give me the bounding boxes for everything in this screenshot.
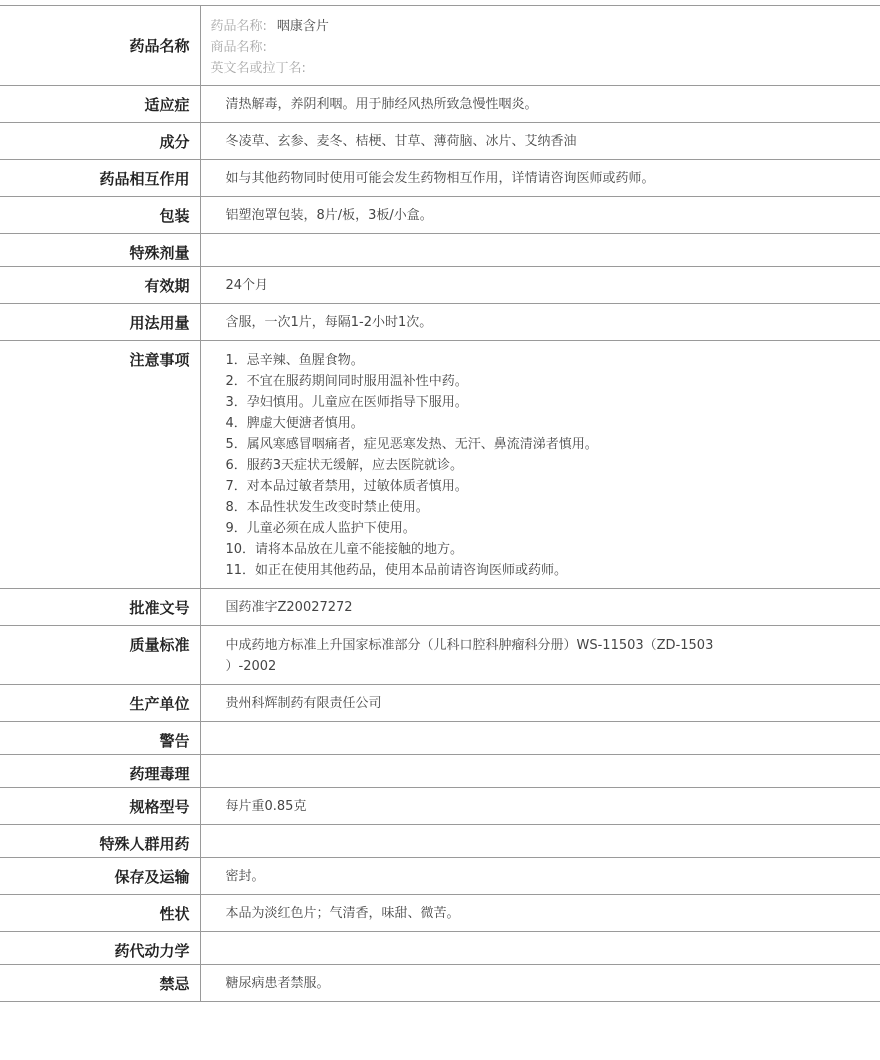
row-value-appearance: 本品为淡红色片；气清香，味甜、微苦。 — [200, 895, 880, 932]
row-label-pharmacokinetics: 药代动力学 — [0, 932, 200, 965]
list-item: 4．脾虚大便溏者慎用。 — [225, 416, 364, 431]
table-row — [0, 86, 880, 123]
row-label-approval: 批准文号 — [0, 589, 200, 626]
row-value-contraindication: 糖尿病患者禁服。 — [200, 965, 880, 1002]
row-label-ingredients: 成分 — [0, 123, 200, 160]
table-row — [0, 267, 880, 304]
table-row — [0, 197, 880, 234]
row-value-spec: 每片重0.85克 — [200, 788, 880, 825]
row-label-warning: 警告 — [0, 722, 200, 755]
table-row — [0, 895, 880, 932]
table-row — [0, 626, 880, 685]
generic-name-line — [211, 16, 871, 37]
row-value-special-groups — [200, 825, 880, 858]
table-row — [0, 589, 880, 626]
row-label-special-dose: 特殊剂量 — [0, 234, 200, 267]
list-item: 10．请将本品放在儿童不能接触的地方。 — [225, 542, 464, 557]
list-item: 9．儿童必须在成人监护下使用。 — [225, 521, 416, 536]
row-label-special-groups: 特殊人群用药 — [0, 825, 200, 858]
table-row — [0, 160, 880, 197]
list-item: 8．本品性状发生改变时禁止使用。 — [225, 500, 429, 515]
table-row — [0, 825, 880, 858]
table-row — [0, 685, 880, 722]
list-item: 3．孕妇慎用。儿童应在医师指导下服用。 — [225, 395, 468, 410]
row-label-standard: 质量标准 — [0, 626, 200, 685]
row-value-warning — [200, 722, 880, 755]
list-item: 5．属风寒感冒咽痛者，症见恶寒发热、无汗、鼻流清涕者慎用。 — [225, 437, 598, 452]
row-label-storage: 保存及运输 — [0, 858, 200, 895]
table-row — [0, 858, 880, 895]
row-label-manufacturer: 生产单位 — [0, 685, 200, 722]
table-row — [0, 341, 880, 589]
row-value-storage: 密封。 — [200, 858, 880, 895]
table-row — [0, 965, 880, 1002]
row-value-special-dose — [200, 234, 880, 267]
list-item: 2．不宜在服药期间同时服用温补性中药。 — [225, 374, 468, 389]
row-label-spec: 规格型号 — [0, 788, 200, 825]
table-row — [0, 932, 880, 965]
table-row — [0, 234, 880, 267]
name-cell — [200, 6, 880, 86]
row-label-name: 药品名称 — [0, 6, 200, 86]
row-label-appearance: 性状 — [0, 895, 200, 932]
row-value-package: 铝塑泡罩包装，8片/板，3板/小盒。 — [200, 197, 880, 234]
row-label-interaction: 药品相互作用 — [0, 160, 200, 197]
row-label-package: 包装 — [0, 197, 200, 234]
row-label-pharmacology: 药理毒理 — [0, 755, 200, 788]
row-value-validity: 24个月 — [200, 267, 880, 304]
english-name-key: 英文名或拉丁名: — [210, 61, 306, 76]
table-row — [0, 304, 880, 341]
row-label-indication: 适应症 — [0, 86, 200, 123]
table-row — [0, 788, 880, 825]
row-value-interaction: 如与其他药物同时使用可能会发生药物相互作用，详情请咨询医师或药师。 — [200, 160, 880, 197]
drug-spec-table — [0, 5, 880, 1002]
row-value-usage: 含服，一次1片，每隔1-2小时1次。 — [200, 304, 880, 341]
table-row — [0, 6, 880, 86]
table-row — [0, 755, 880, 788]
standard-line-1: 中成药地方标准上升国家标准部分（儿科口腔科肿瘤科分册）WS-11503（ZD-1503 — [225, 638, 714, 653]
row-value-pharmacokinetics — [200, 932, 880, 965]
row-value-precautions — [200, 341, 880, 589]
list-item: 7．对本品过敏者禁用，过敏体质者慎用。 — [225, 479, 468, 494]
list-item: 6．服药3天症状无缓解，应去医院就诊。 — [225, 458, 464, 473]
row-value-approval: 国药准字Z20027272 — [200, 589, 880, 626]
row-value-ingredients: 冬凌草、玄参、麦冬、桔梗、甘草、薄荷脑、冰片、艾纳香油 — [200, 123, 880, 160]
generic-name-key: 药品名称: — [210, 19, 267, 34]
table-row — [0, 123, 880, 160]
row-label-validity: 有效期 — [0, 267, 200, 304]
standard-line-2: ）-2002 — [225, 659, 277, 674]
row-value-manufacturer: 贵州科辉制药有限责任公司 — [200, 685, 880, 722]
trade-name-key: 商品名称: — [210, 40, 267, 55]
row-label-precautions: 注意事项 — [0, 341, 200, 589]
list-item: 1．忌辛辣、鱼腥食物。 — [225, 353, 364, 368]
table-row — [0, 722, 880, 755]
row-label-contraindication: 禁忌 — [0, 965, 200, 1002]
row-value-pharmacology — [200, 755, 880, 788]
row-label-usage: 用法用量 — [0, 304, 200, 341]
list-item: 11．如正在使用其他药品，使用本品前请咨询医师或药师。 — [225, 563, 568, 578]
row-value-standard — [200, 626, 880, 685]
row-value-indication: 清热解毒，养阴利咽。用于肺经风热所致急慢性咽炎。 — [200, 86, 880, 123]
generic-name-value: 咽康含片 — [276, 19, 329, 34]
